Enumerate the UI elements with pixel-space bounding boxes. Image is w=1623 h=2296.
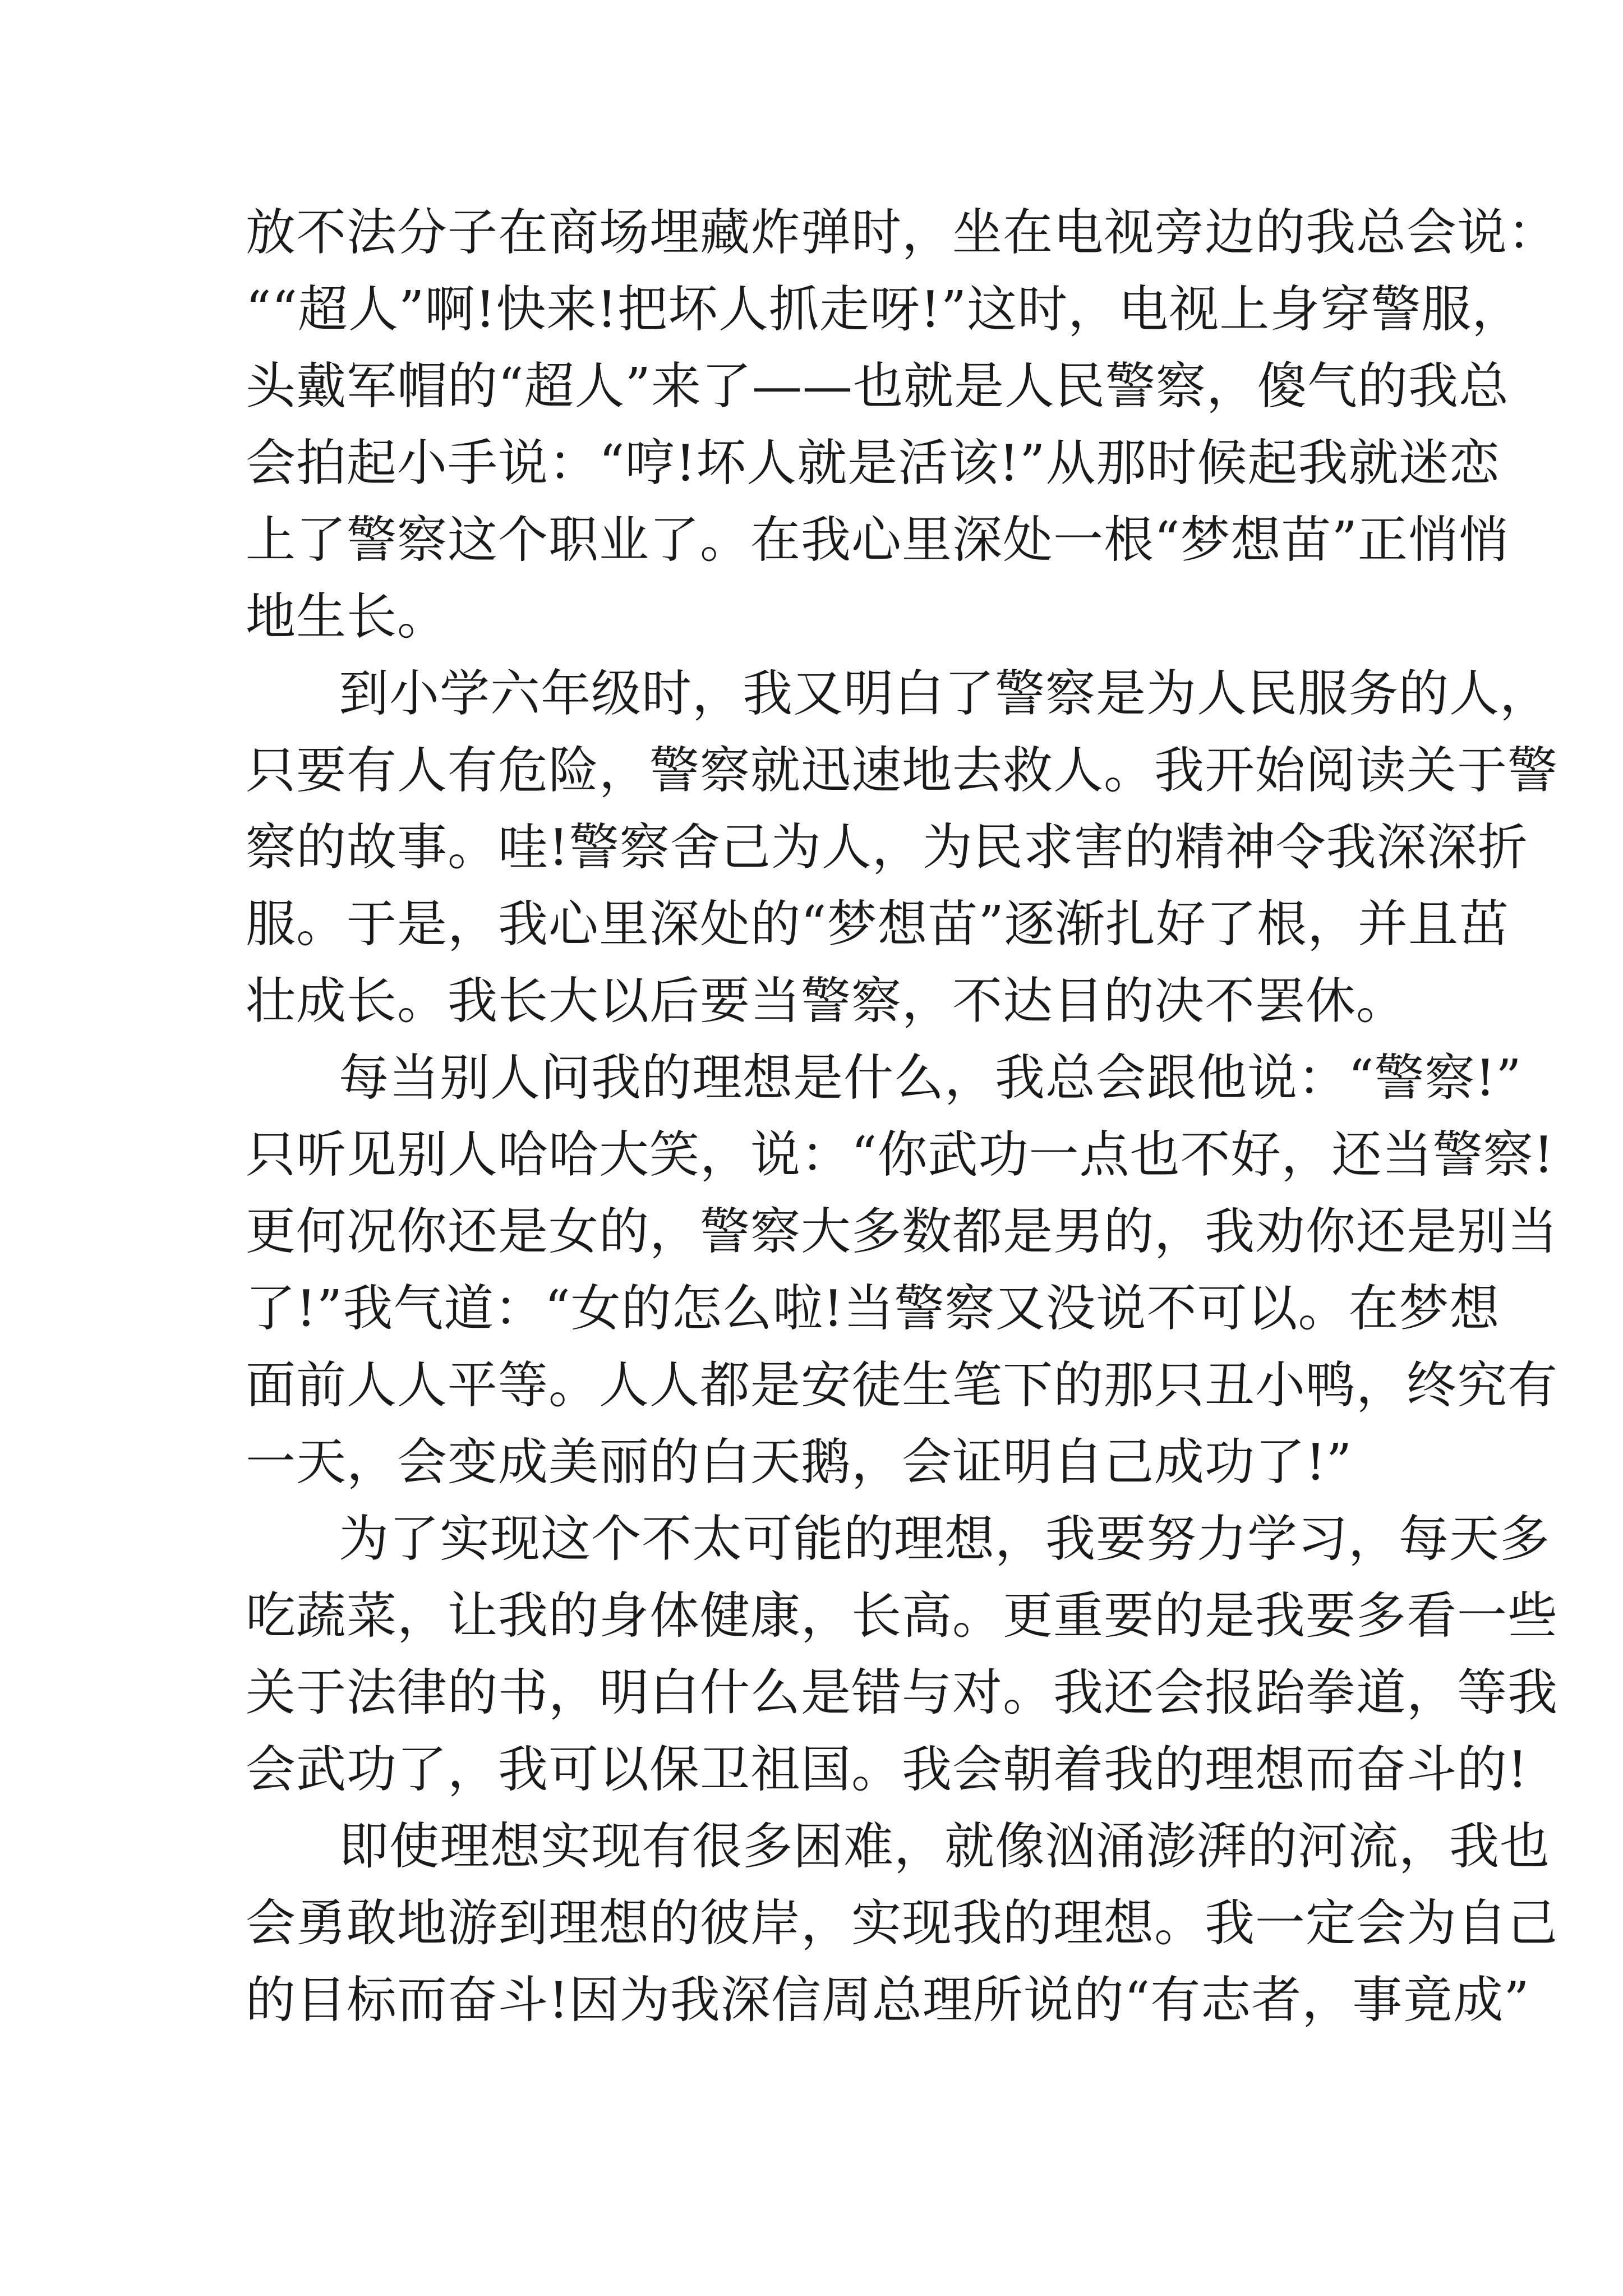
text-line: 服。于是，我心里深处的“梦想苗”逐渐扎好了根，并且茁: [246, 895, 1509, 953]
text-line: 察的故事。哇!警察舍己为人，为民求害的精神令我深深折: [246, 818, 1528, 876]
text-line: 更何况你还是女的，警察大多数都是男的，我劝你还是别当: [246, 1202, 1558, 1260]
paragraph-first-line: 到小学六年级时，我又明白了警察是为人民服务的人，: [339, 664, 1550, 723]
text-line: 了!”我气道：“女的怎么啦!当警察又没说不可以。在梦想: [246, 1279, 1500, 1337]
text-line: 地生长。: [246, 587, 448, 646]
text-line: 会武功了，我可以保卫祖国。我会朝着我的理想而奋斗的!: [246, 1740, 1528, 1798]
text-line: 放不法分子在商场埋藏炸弹时，坐在电视旁边的我总会说：: [246, 203, 1558, 261]
text-line: 上了警察这个职业了。在我心里深处一根“梦想苗”正悄悄: [246, 510, 1509, 569]
text-line: 只听见别人哈哈大笑，说：“你武功一点也不好，还当警察!: [246, 1125, 1555, 1184]
paragraph-first-line: 即使理想实现有很多困难，就像汹涌澎湃的河流，我也: [339, 1817, 1550, 1875]
text-line: 会勇敢地游到理想的彼岸，实现我的理想。我一定会为自己: [246, 1894, 1558, 1952]
text-line: 会拍起小手说：“哼!坏人就是活该!”从那时候起我就迷恋: [246, 434, 1500, 492]
text-line: 关于法律的书，明白什么是错与对。我还会报跆拳道，等我: [246, 1663, 1558, 1722]
text-line: ““超人”啊!快来!把坏人抓走呀!”这时，电视上身穿警服，: [246, 280, 1523, 338]
paragraph-first-line: 为了实现这个不太可能的理想，我要努力学习，每天多: [339, 1510, 1550, 1568]
paragraph-first-line: 每当别人问我的理想是什么，我总会跟他说：“警察!”: [339, 1048, 1522, 1107]
text-line: 头戴军帽的“超人”来了——也就是人民警察，傻气的我总: [246, 357, 1509, 415]
text-line: 一天，会变成美丽的白天鹅，会证明自己成功了!”: [246, 1433, 1353, 1491]
text-line: 壮成长。我长大以后要当警察，不达目的决不罢休。: [246, 972, 1407, 1030]
text-line: 只要有人有危险，警察就迅速地去救人。我开始阅读关于警: [246, 741, 1558, 799]
text-line: 面前人人平等。人人都是安徒生笔下的那只丑小鸭，终究有: [246, 1356, 1558, 1414]
text-line: 的目标而奋斗!因为我深信周总理所说的“有志者，事竟成”: [246, 1971, 1530, 2029]
text-line: 吃蔬菜，让我的身体健康，长高。更重要的是我要多看一些: [246, 1586, 1558, 1645]
